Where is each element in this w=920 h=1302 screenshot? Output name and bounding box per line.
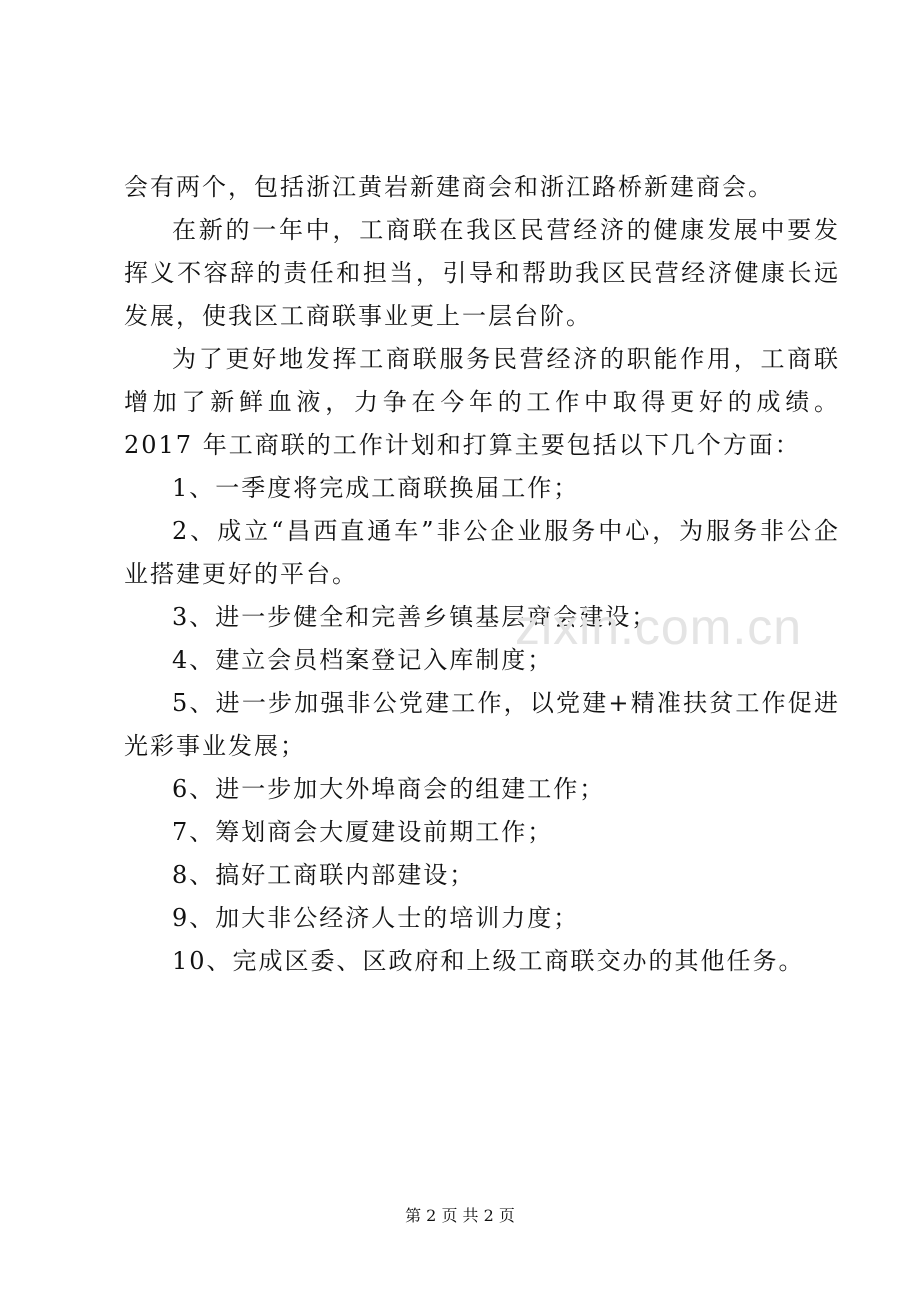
- list-item-9: 9、加大非公经济人士的培训力度；: [172, 904, 580, 932]
- list-item-5: 5、进一步加强非公党建工作，以党建+精准扶贫工作促进光彩事业发展；: [124, 689, 840, 760]
- paragraph-continuation: 会有两个，包括浙江黄岩新建商会和浙江路桥新建商会。: [124, 173, 774, 201]
- watermark: zixin.com.cn: [515, 599, 803, 655]
- paragraph-new-year: 在新的一年中，工商联在我区民营经济的健康发展中要发挥义不容辞的责任和担当，引导和帮助我区民营经济健康长远发展，使我区工商联事业更上一层台阶。: [124, 216, 840, 330]
- paragraph-work-plan-intro: 为了更好地发挥工商联服务民营经济的职能作用，工商联增加了新鲜血液，力争在今年的工作中取得更好的成绩。2017 年工商联的工作计划和打算主要包括以下几个方面：: [124, 345, 840, 459]
- list-item-8: 8、搞好工商联内部建设；: [172, 861, 476, 889]
- list-item-3: 3、进一步健全和完善乡镇基层商会建设；: [172, 603, 658, 631]
- list-item-7: 7、筹划商会大厦建设前期工作；: [172, 818, 554, 846]
- list-item-1: 1、一季度将完成工商联换届工作；: [172, 474, 580, 502]
- list-item-6: 6、进一步加大外埠商会的组建工作；: [172, 775, 606, 803]
- list-item-4: 4、建立会员档案登记入库制度；: [172, 646, 554, 674]
- list-item-10: 10、完成区委、区政府和上级工商联交办的其他任务。: [172, 947, 805, 975]
- list-item-2: 2、成立“昌西直通车”非公企业服务中心，为服务非公企业搭建更好的平台。: [124, 517, 840, 588]
- page-footer: 第 2 页 共 2 页: [405, 1206, 515, 1225]
- document-body: [124, 166, 840, 983]
